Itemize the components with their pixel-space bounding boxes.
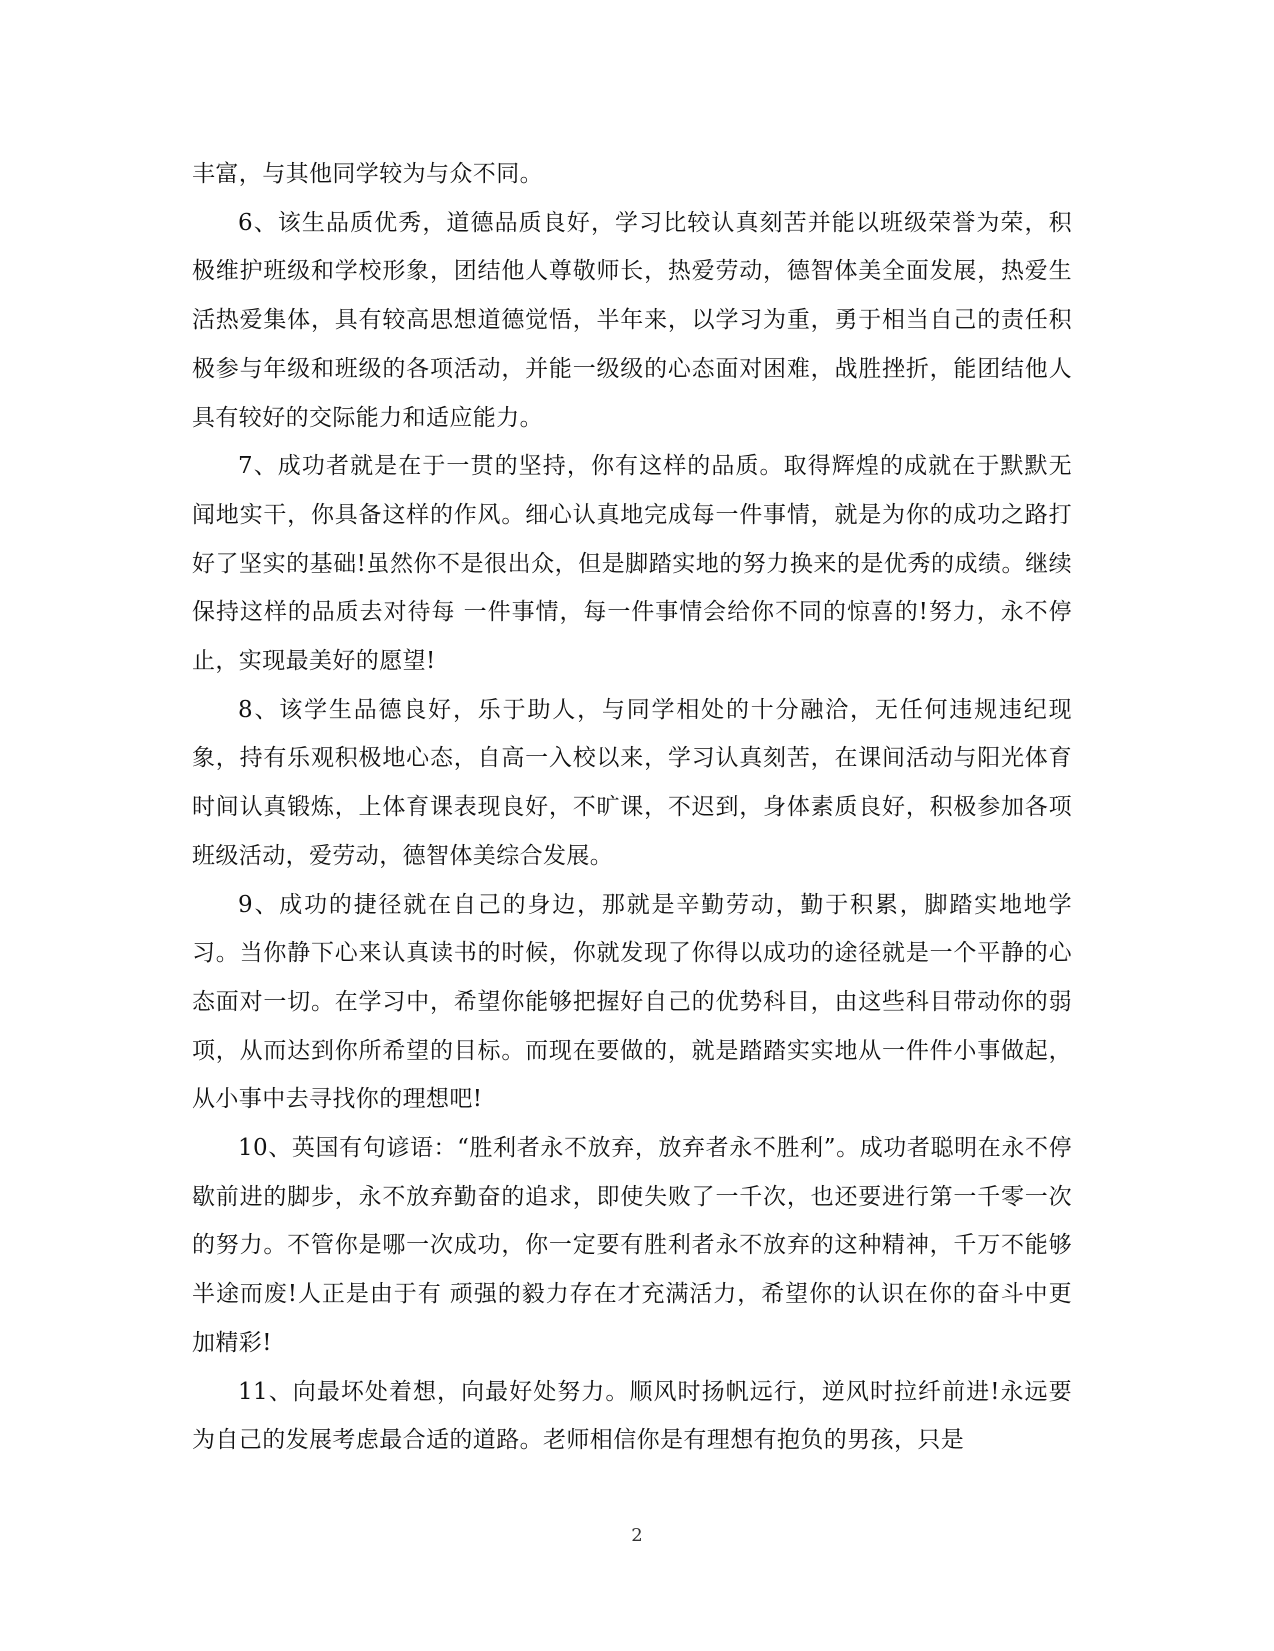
paragraph-item-9: 9、成功的捷径就在自己的身边，那就是辛勤劳动，勤于积累，脚踏实地地学习。当你静下心来认真读书的时候，你就发现了你得以成功的途径就是一个平静的心态面对一切。在学习中，希望你能够把握好自己的优势科目，由这些科目带动你的弱项，从而达到你所希望的目标。而现在要做的，就是踏踏实实地从一件件小事做起，从小事中去寻找你的理想吧! [192,891,1072,1113]
paragraph-item-11: 11、向最坏处着想，向最好处努力。顺风时扬帆远行，逆风时拉纤前进!永远要为自己的发展考虑最合适的道路。老师相信你是有理想有抱负的男孩，只是 [192,1378,1072,1454]
paragraph-item-7: 7、成功者就是在于一贯的坚持，你有这样的品质。取得辉煌的成就在于默默无闻地实干，你具备这样的作风。细心认真地完成每一件事情，就是为你的成功之路打好了坚实的基础!虽然你不是很出众，但是脚踏实地的努力换来的是优秀的成绩。继续保持这样的品质去对待每 一件事情，每一件事情会给你不同的惊喜的!努力，永不停止，实现最美好的愿望! [192,453,1072,675]
paragraph-item-10: 10、英国有句谚语：“胜利者永不放弃，放弃者永不胜利”。成功者聪明在永不停歇前进的脚步，永不放弃勤奋的追求，即使失败了一千次，也还要进行第一千零一次的努力。不管你是哪一次成功，你一定要有胜利者永不放弃的这种精神，千万不能够半途而废!人正是由于有 顽强的毅力存在才充满活力，希望你的认识在你的奋斗中更加精彩! [192,1135,1072,1356]
paragraph-item-8: 8、该学生品德良好，乐于助人，与同学相处的十分融洽，无任何违规违纪现象，持有乐观积极地心态，自高一入校以来，学习认真刻苦，在课间活动与阳光体育时间认真锻炼，上体育课表现良好，不旷课，不迟到，身体素质良好，积极参加各项班级活动，爱劳动，德智体美综合发展。 [192,696,1072,869]
paragraph-item-6: 6、该生品质优秀，道德品质良好，学习比较认真刻苦并能以班级荣誉为荣，积极维护班级和学校形象，团结他人尊敬师长，热爱劳动，德智体美全面发展，热爱生活热爱集体，具有较高思想道德觉悟，半年来，以学习为重，勇于相当自己的责任积极参与年级和班级的各项活动，并能一级级的心态面对困难，战胜挫折，能团结他人具有较好的交际能力和适应能力。 [192,209,1072,431]
paragraph-continuation: 丰富，与其他同学较为与众不同。 [192,161,543,187]
page-number: 2 [631,1525,643,1546]
body-text [192,150,1072,1465]
